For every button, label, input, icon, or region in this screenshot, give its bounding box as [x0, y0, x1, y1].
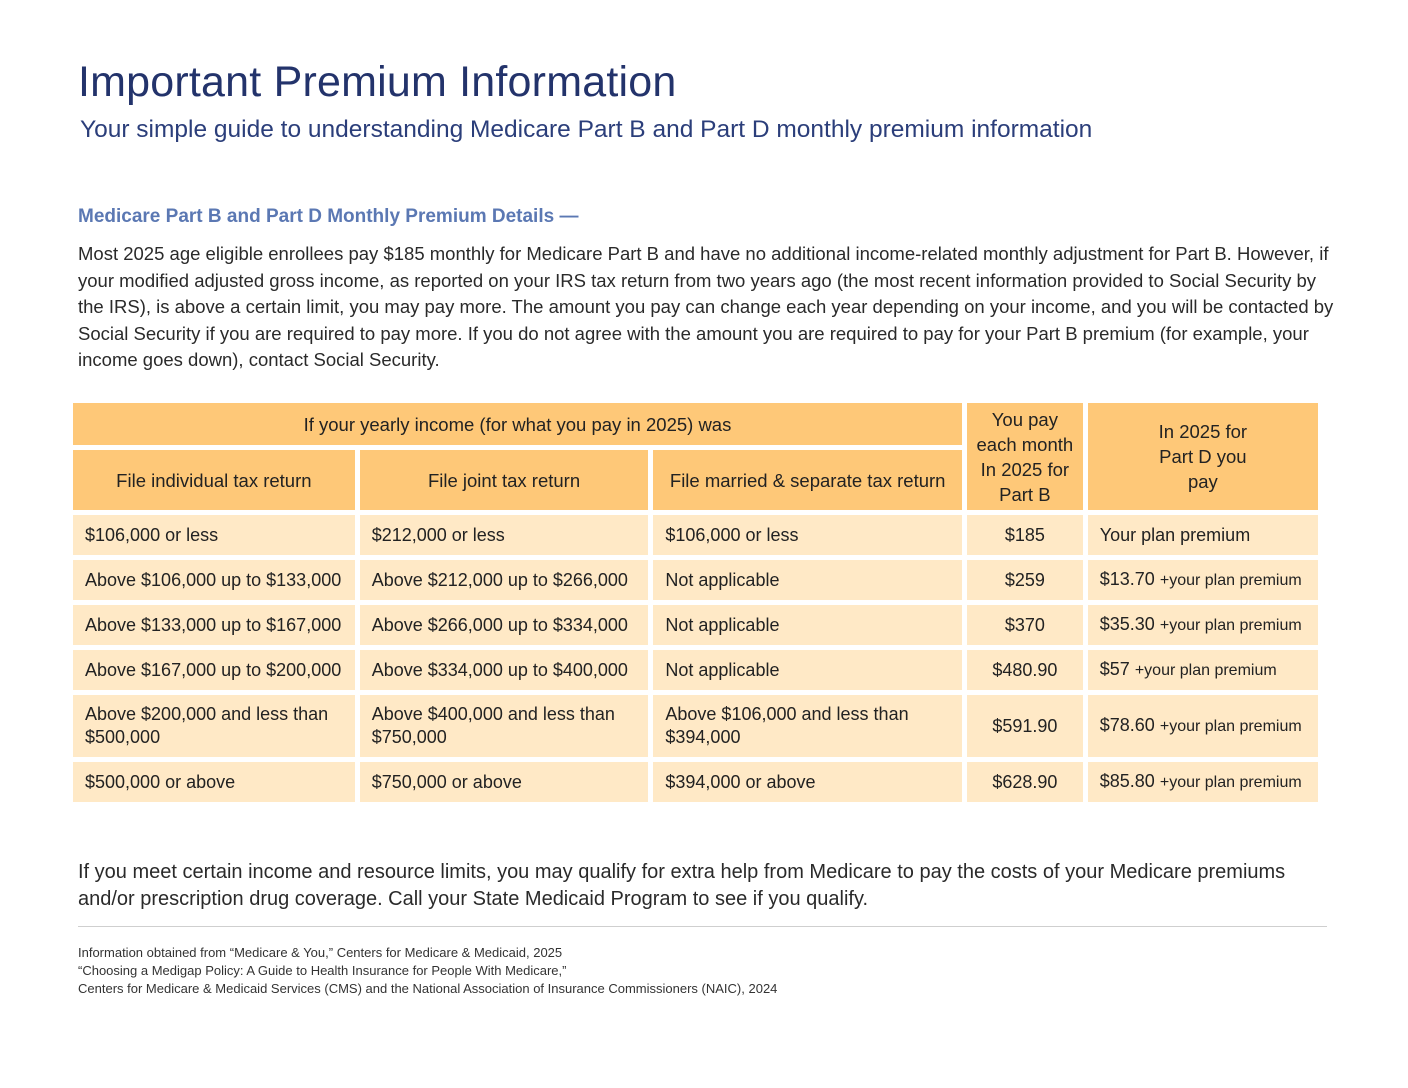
cell-joint: $750,000 or above — [360, 762, 649, 802]
footnotes — [78, 944, 777, 998]
cell-individual: Above $106,000 up to $133,000 — [73, 560, 355, 600]
cell-separate: Not applicable — [653, 650, 962, 690]
cell-separate: $394,000 or above — [653, 762, 962, 802]
page-subtitle: Your simple guide to understanding Medicare Part B and Part D monthly premium information — [80, 116, 1093, 143]
cell-joint: Above $212,000 up to $266,000 — [360, 560, 649, 600]
plan-premium-suffix: +your plan premium — [1134, 662, 1277, 679]
cell-separate: $106,000 or less — [653, 515, 962, 555]
cell-separate: Not applicable — [653, 605, 962, 645]
cell-part-d: $85.80 +your plan premium — [1088, 762, 1318, 802]
cell-part-b: $370 — [967, 605, 1083, 645]
section-heading: Medicare Part B and Part D Monthly Premium Details — — [78, 206, 579, 227]
cell-part-b: $185 — [967, 515, 1083, 555]
cell-individual: Above $200,000 and less than $500,000 — [73, 695, 355, 757]
cell-individual: $106,000 or less — [73, 515, 355, 555]
col-individual-header: File individual tax return — [73, 450, 355, 510]
cell-individual: Above $133,000 up to $167,000 — [73, 605, 355, 645]
cell-part-d: $35.30 +your plan premium — [1088, 605, 1318, 645]
cell-part-b: $480.90 — [967, 650, 1083, 690]
plan-premium-suffix: +your plan premium — [1159, 774, 1302, 791]
table-row — [73, 560, 1318, 600]
plan-premium-suffix: +your plan premium — [1159, 572, 1302, 589]
footnote: Information obtained from “Medicare & You,” Centers for Medicare & Medicaid, 2025 — [78, 945, 563, 960]
cell-part-b: $259 — [967, 560, 1083, 600]
cell-part-b: $628.90 — [967, 762, 1083, 802]
table-row — [73, 650, 1318, 690]
table-row — [73, 605, 1318, 645]
table-row — [73, 762, 1318, 802]
cell-joint: $212,000 or less — [360, 515, 649, 555]
plan-premium-suffix: +your plan premium — [1159, 617, 1302, 634]
table-row — [73, 515, 1318, 555]
cell-separate: Not applicable — [653, 560, 962, 600]
premium-table — [68, 398, 1323, 807]
cell-individual: $500,000 or above — [73, 762, 355, 802]
cell-individual: Above $167,000 up to $200,000 — [73, 650, 355, 690]
cell-part-d: $57 +your plan premium — [1088, 650, 1318, 690]
table-row — [73, 695, 1318, 757]
cell-joint: Above $266,000 up to $334,000 — [360, 605, 649, 645]
footnote: Centers for Medicare & Medicaid Services (CMS) and the National Association of Insurance Commissioners (NAIC), 2024 — [78, 981, 778, 996]
footnote: “Choosing a Medigap Policy: A Guide to Health Insurance for People With Medicare,” — [78, 963, 567, 978]
extra-help-paragraph: If you meet certain income and resource limits, you may qualify for extra help from Medicare to pay the costs of your Medicare premiums and/or prescription drug coverage. Call your State Medicaid Program to see if you qualify. — [78, 861, 1286, 910]
cell-part-d: $78.60 +your plan premium — [1088, 695, 1318, 757]
part-b-header: You pay each month In 2025 for Part B — [967, 403, 1083, 510]
divider — [78, 926, 1327, 927]
intro-paragraph: Most 2025 age eligible enrollees pay $185 monthly for Medicare Part B and have no additional income-related monthly adjustment for Part B. However, if your modified adjusted gross income, as reported on your IRS tax return from two years ago (the most recent information provided to Social Security by the IRS), is above a certain limit, you may pay more. The amount you pay can change each year depending on your income, and you will be contacted by Social Security if you are required to pay more. If you do not agree with the amount you are required to pay for your Part B premium (for example, your income goes down), contact Social Security. — [78, 243, 1334, 371]
col-separate-header: File married & separate tax return — [653, 450, 962, 510]
cell-joint: Above $400,000 and less than $750,000 — [360, 695, 649, 757]
cell-joint: Above $334,000 up to $400,000 — [360, 650, 649, 690]
income-header: If your yearly income (for what you pay in 2025) was — [73, 403, 962, 445]
col-joint-header: File joint tax return — [360, 450, 649, 510]
cell-part-d: Your plan premium — [1088, 515, 1318, 555]
plan-premium-suffix: +your plan premium — [1159, 718, 1302, 735]
cell-part-b: $591.90 — [967, 695, 1083, 757]
part-d-header: In 2025 for Part D you pay — [1088, 403, 1318, 510]
cell-separate: Above $106,000 and less than $394,000 — [653, 695, 962, 757]
cell-part-d: $13.70 +your plan premium — [1088, 560, 1318, 600]
page-title: Important Premium Information — [78, 58, 677, 106]
